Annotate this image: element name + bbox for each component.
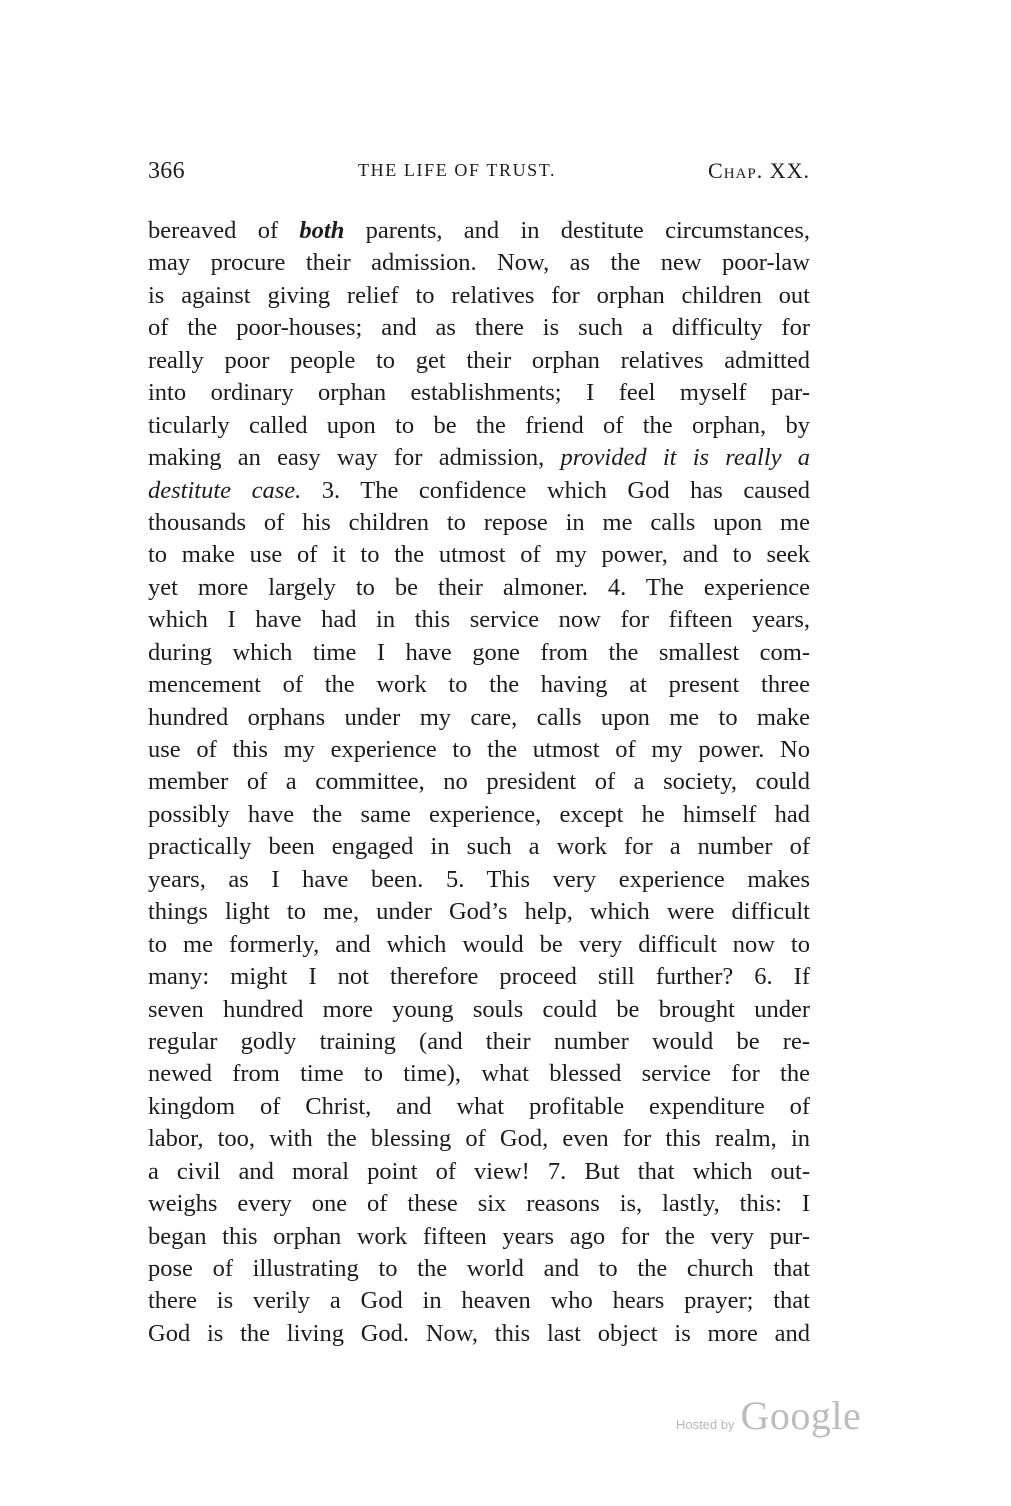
running-title: THE LIFE OF TRUST. [358,160,557,180]
text-line: practically been engaged in such a work for a number of [148,833,810,861]
page-number: 366 [148,158,185,184]
text-line: to me formerly, and which would be very difficult now to [148,930,810,958]
text-line: making an easy way for admission, provided it is really a [148,444,810,472]
hosted-by-google-watermark [676,1392,861,1442]
body-text [148,215,810,1350]
text-line: to make use of it to the utmost of my power, and to seek [148,541,810,569]
text-line: weighs every one of these six reasons is, lastly, this: I [148,1190,810,1218]
text-line: a civil and moral point of view! 7. But that which out- [148,1157,810,1185]
emphasis: both [299,217,345,244]
text-line: may procure their admission. Now, as the new poor-law [148,249,810,277]
text-line: began this orphan work fifteen years ago for the very pur- [148,1222,810,1250]
text-line: yet more largely to be their almoner. 4. The experience [148,573,810,601]
emphasis: destitute case. [148,476,302,504]
running-header [148,158,810,192]
text-line: during which time I have gone from the smallest com- [148,638,810,666]
text-line: many: might I not therefore proceed still further? 6. If [148,963,810,991]
text-line: bereaved of both parents, and in destitute circumstances, [148,217,810,244]
text-line: possibly have the same experience, except he himself had [148,800,810,828]
text-line: kingdom of Christ, and what profitable expenditure of [148,1092,810,1120]
text-line: ticularly called upon to be the friend of the orphan, by [148,411,810,439]
text-line: which I have had in this service now for fifteen years, [148,606,810,634]
google-logo: Google [740,1393,862,1438]
text-line: member of a committee, no president of a society, could [148,768,810,796]
text-line: regular godly training (and their number would be re- [148,1027,810,1055]
text-line: seven hundred more young souls could be brought under [148,995,810,1023]
text-line: thousands of his children to repose in me calls upon me [148,508,810,536]
text-line: mencement of the work to the having at present three [148,671,810,699]
text-line: destitute case. 3. The confidence which God has caused [148,476,810,504]
text-line: God is the living God. Now, this last object is more and [148,1319,810,1347]
hosted-by-label: Hosted by [676,1417,735,1432]
emphasis: provided it is really a [560,444,810,472]
text-line: newed from time to time), what blessed service for the [148,1060,810,1088]
text-line: pose of illustrating to the world and to the church that [148,1255,810,1282]
text-line: really poor people to get their orphan relatives admitted [148,346,810,374]
text-line: there is verily a God in heaven who hears prayer; that [148,1287,810,1315]
text-line: years, as I have been. 5. This very experience makes [148,865,810,893]
text-line: labor, too, with the blessing of God, even for this realm, in [148,1125,810,1153]
chapter-reference: Chap. XX. [708,158,810,183]
text-line: is against giving relief to relatives for orphan children out [148,281,810,309]
text-line: hundred orphans under my care, calls upon me to make [148,703,810,731]
text-line: into ordinary orphan establishments; I feel myself par- [148,379,810,407]
text-line: of the poor-houses; and as there is such a difficulty for [148,314,810,342]
text-line: things light to me, under God’s help, which were difficult [148,898,810,926]
text-line: use of this my experience to the utmost of my power. No [148,736,810,763]
